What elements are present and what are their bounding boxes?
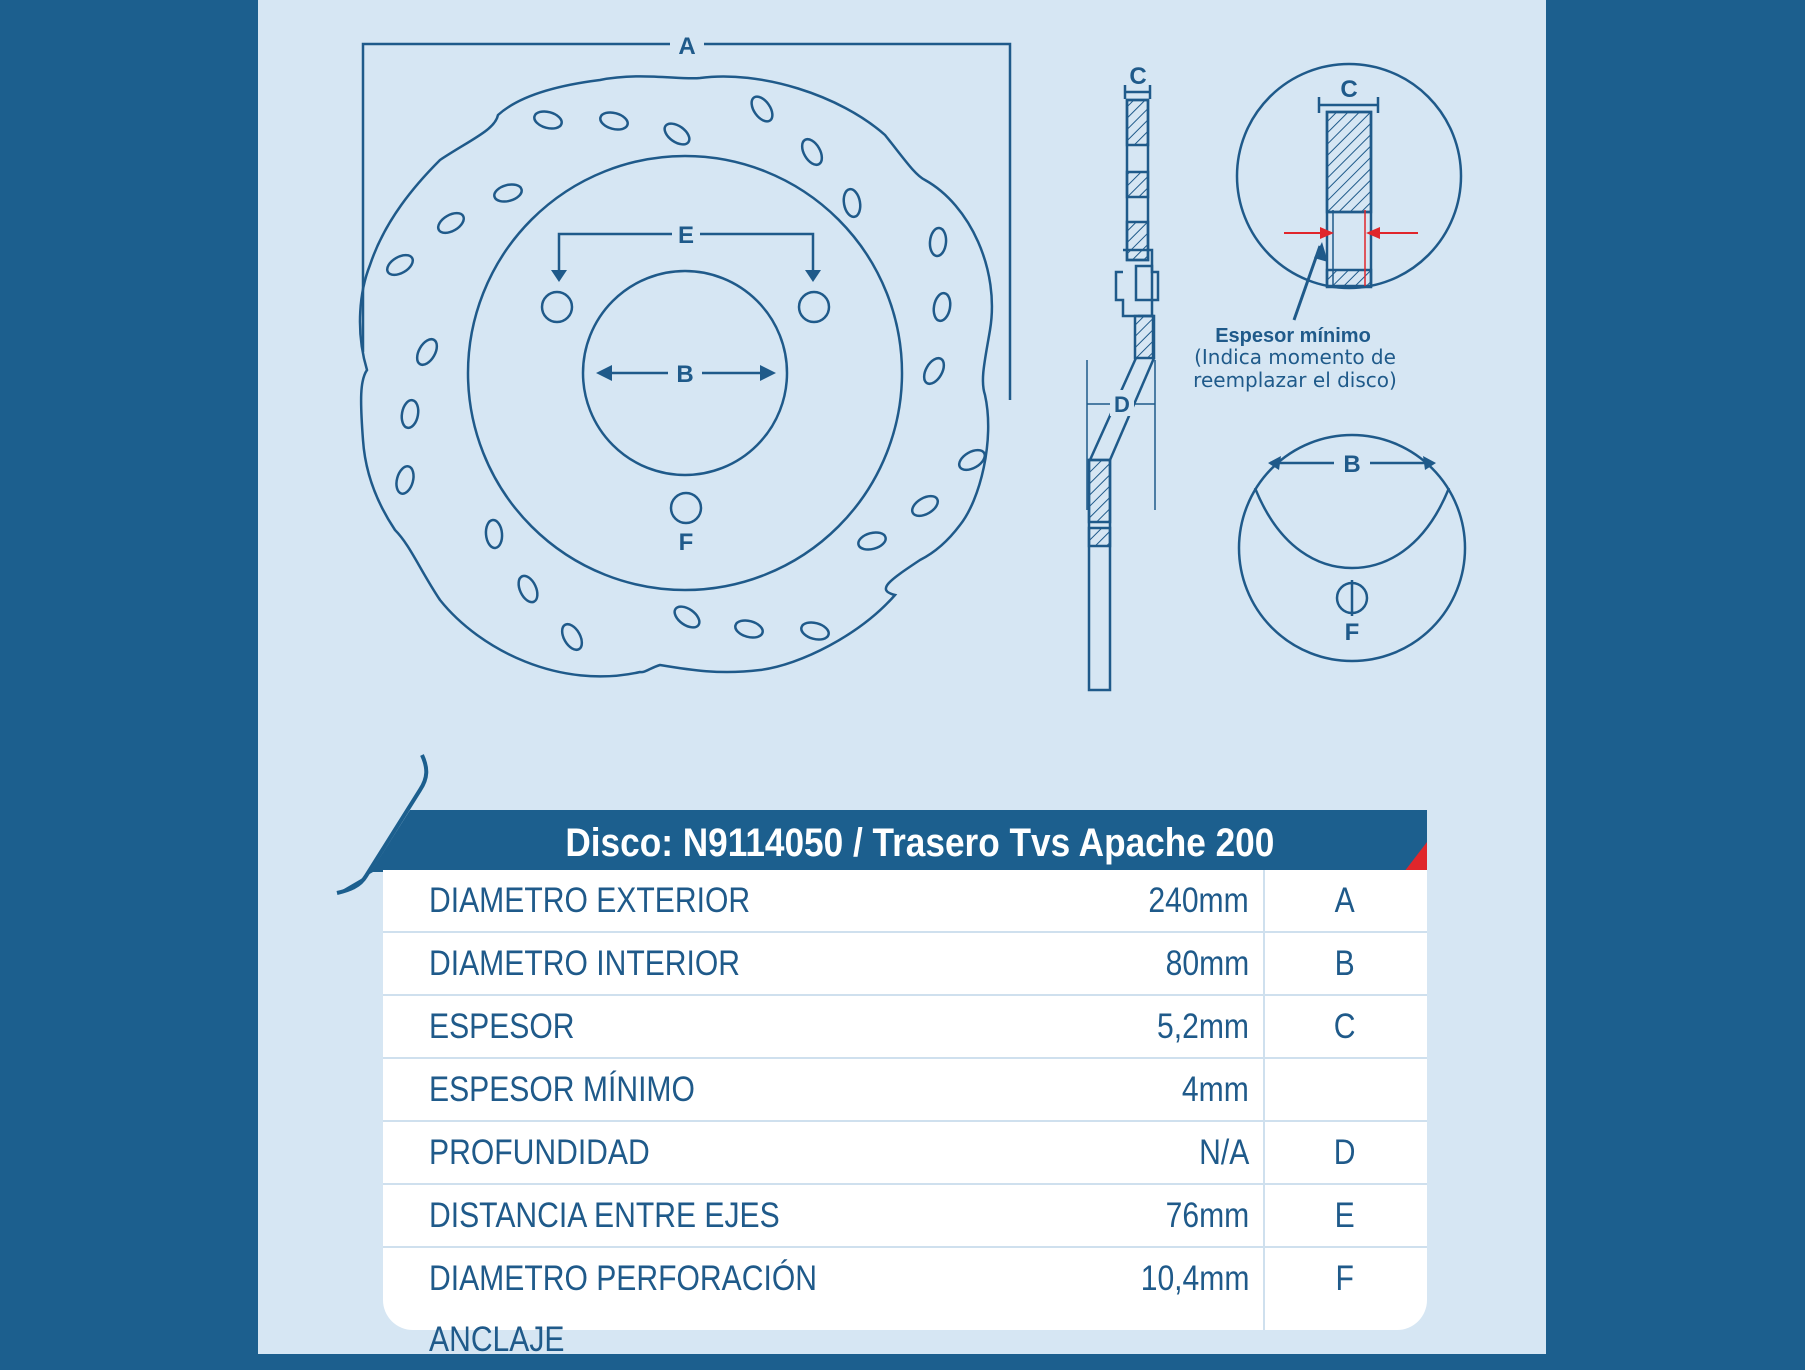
table-row [383,1248,1427,1359]
row-code: E [1334,1196,1356,1235]
table-row [383,1122,1427,1185]
svg-text:F: F [1344,619,1360,646]
svg-text:F: F [678,529,694,556]
row-name: ESPESOR [429,1007,575,1046]
specs-table [383,870,1427,1359]
row-code: D [1334,1133,1356,1172]
anchor-hole [671,493,701,523]
mounting-hole [799,292,829,322]
table-row [383,1059,1427,1122]
svg-text:C: C [1340,76,1358,103]
row-name: PROFUNDIDAD [429,1133,650,1172]
row-name: DIAMETRO INTERIOR [429,944,741,983]
table-row [383,996,1427,1059]
table-row [383,870,1427,933]
svg-text:A: A [678,33,696,60]
dimension-e-right [700,234,813,280]
row-value: 5,2mm [1157,1007,1249,1046]
table-row [383,1185,1427,1248]
dimension-e-left [559,234,672,280]
row-code: F [1335,1259,1355,1298]
svg-text:C: C [1129,63,1147,90]
row-code: C [1334,1007,1356,1046]
row-value: 10,4mm [1140,1259,1249,1298]
min-thickness-title: Espesor mínimo [1215,325,1371,347]
row-code: A [1334,881,1356,920]
row-value: 240mm [1148,881,1249,920]
detail-inner-labels [1268,451,1436,646]
min-thickness-line2: reemplazar el disco) [1193,368,1397,392]
svg-text:B: B [676,361,694,388]
table-row [383,933,1427,996]
svg-text:E: E [677,222,695,249]
mounting-hole [542,292,572,322]
min-thickness-note [1193,325,1397,392]
min-thickness-line1: (Indica momento de [1194,345,1396,369]
disc-side-section [1087,85,1158,690]
row-code: B [1334,944,1356,983]
row-value: 76mm [1165,1196,1249,1235]
row-name: DISTANCIA ENTRE EJES [429,1196,780,1235]
row-value: 4mm [1182,1070,1249,1109]
disc-front-labels [670,30,704,556]
table-title: Disco: N9114050 / Trasero Tvs Apache 200 [565,821,1275,865]
row-name: ESPESOR MÍNIMO [429,1070,695,1109]
row-value: N/A [1198,1133,1249,1172]
row-value: 80mm [1165,944,1249,983]
svg-text:B: B [1343,451,1361,478]
row-name: DIAMETRO EXTERIOR [429,881,751,920]
svg-text:D: D [1114,392,1130,417]
row-name: DIAMETRO PERFORACIÓN ANCLAJE [429,1259,817,1359]
